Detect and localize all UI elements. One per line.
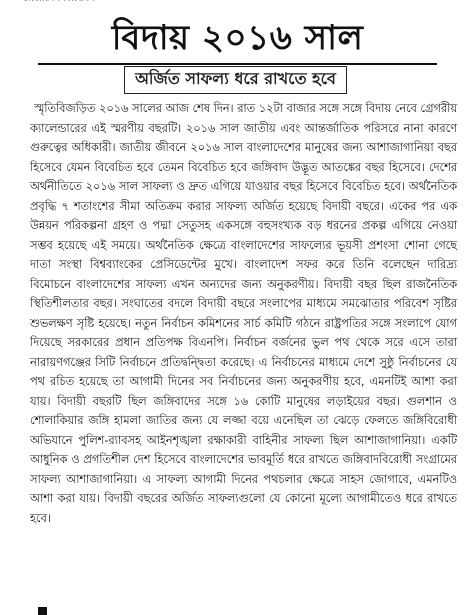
article-body xyxy=(30,99,457,603)
headline: বিদায় ২০১৬ সাল xyxy=(111,18,364,58)
end-mark xyxy=(38,607,47,615)
headline-box xyxy=(38,13,437,65)
cropped-top-text xyxy=(22,0,449,1)
subheadline-wrap xyxy=(0,66,471,94)
subheadline: অর্জিত সাফল্য ধরে রাখতে হবে xyxy=(124,66,347,94)
article-paragraph: স্মৃতিবিজড়িত ২০১৬ সালের আজ শেষ দিন। রাত ১২টা বাজার সঙ্গে সঙ্গে বিদায় নেবে গ্রেগরীয় ক্যালেন্ডারের এই স্মরণীয় বছরটি। ২০১৬ সাল জাতীয় এবং আন্তর্জাতিক পরিসরে নানা কারণে গুরুত্বের অধিকারী। জাতীয় জীবনে ২০১৬ সাল বাংলাদেশের মানুষের জন্য আশাজাগানিয়া বছর হিসেবে যেমন বিবেচিত হবে তেমন বিবেচিত হবে জঙ্গিবাদ উদ্ভূত আতঙ্কের বছর হিসেবে। দেশের অর্থনীতিতে ২০১৬ সাল সাফল্য ও দ্রুত এগিয়ে যাওয়ার বছর হিসেবে বিবেচিত হবে। অর্থনৈতিক প্রবৃদ্ধি ৭ শতাংশের সীমা অতিক্রম করার সাফল্য অর্জিত হয়েছে বিদায়ী বছরে। একের পর এক উন্নয়ন পরিকল্পনা গ্রহণ ও পদ্মা সেতুসহ একসঙ্গে বহুসংখ্যক বড় ধরনের প্রকল্প এগিয়ে নেওয়া সম্ভব হয়েছে এই সময়ে। অর্থনৈতিক ক্ষেত্রে বাংলাদেশের সাফল্যের ভূয়সী প্রশংসা শোনা গেছে দাতা সংস্থা বিশ্বব্যাংকের প্রেসিডেন্টের মুখে। বাংলাদেশ সফর করে তিনি বলেছেন দারিদ্র্য বিমোচনে বাংলাদেশের সাফল্য এখন অন্যদের জন্য অনুকরণীয়। বিদায়ী বছর ছিল রাজনৈতিক স্থিতিশীলতার বছর। সংঘাতের বদলে বিদায়ী বছরে সংলাপের মাধ্যমে সমঝোতার পরিবেশ সৃষ্টির শুভলক্ষণ সৃষ্টি হয়েছে। নতুন নির্বাচন কমিশনের সার্চ কমিটি গঠনে রাষ্ট্রপতির সঙ্গে সংলাপে যোগ দিয়েছে সরকারের প্রধান প্রতিপক্ষ বিএনপি। নির্বাচন বর্জনের ভুল পথ থেকে সরে এসে তারা নারায়ণগঞ্জের সিটি নির্বাচনে প্রতিদ্বন্দ্বিতা করেছে। এ নির্বাচনের মাধ্যমে দেশে সুষ্ঠু নির্বাচনের যে পথ রচিত হয়েছে তা আগামী দিনের সব নির্বাচনের জন্য অনুকরণীয় হবে, এমনটিই আশা করা যায়। বিদায়ী বছরটি ছিল জঙ্গিবাদের সঙ্গে ১৬ কোটি মানুষের লড়াইয়ের বছর। গুলশান ও শোলাকিয়ার জঙ্গি হামলা জাতির জন্য যে লজ্জা বয়ে এনেছিল তা ঝেড়ে ফেলতে জঙ্গিবিরোধী অভিযানে পুলিশ-র‍্যাবসহ আইনশৃঙ্খলা রক্ষাকারী বাহিনীর সাফল্য ছিল আশাজাগানিয়া। একটি আধুনিক ও প্রগতিশীল দেশ হিসেবে বাংলাদেশের ভাবমূর্তি ধরে রাখতে জঙ্গিবাদবিরোধী সংগ্রামের সাফল্য আশাজাগানিয়া। এ সাফল্য আগামী দিনের পথচলার ক্ষেত্রে সাহস জোগাবে, এমনটিও আশা করা যায়। বিদায়ী বছরের অর্জিত সাফল্যগুলো যে কোনো মূল্যে আগামীতেও ধরে রাখতে হবে। xyxy=(30,102,457,525)
